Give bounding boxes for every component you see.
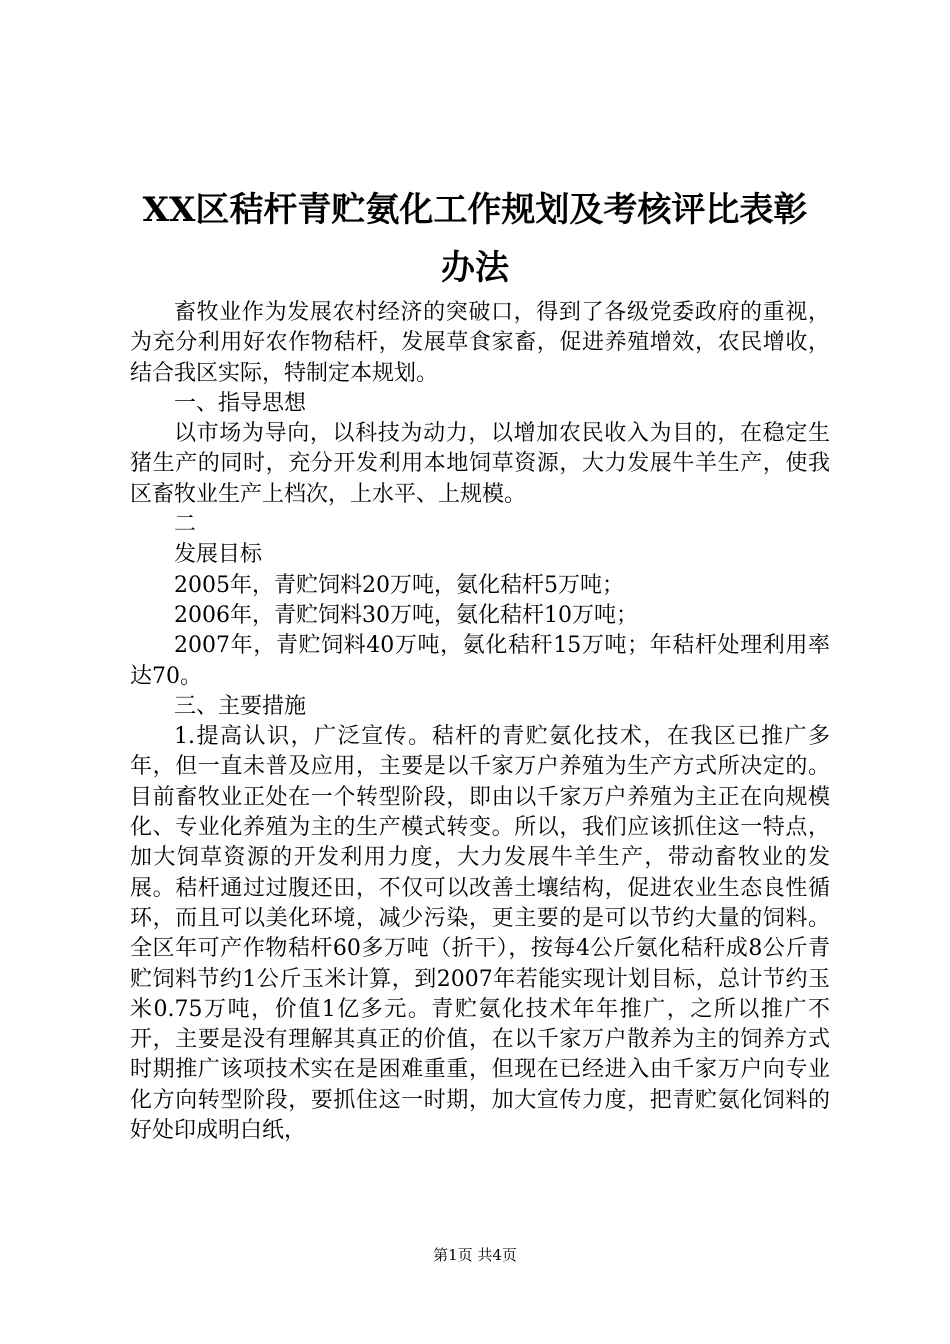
document-body — [130, 298, 830, 1146]
document-title-line-2: 办法 — [441, 248, 509, 288]
page-number-footer: 第1页 共4页 — [433, 1246, 517, 1264]
goal-2005: 2005年，青贮饲料20万吨，氨化秸杆5万吨； — [174, 572, 624, 598]
section-heading-guiding-thought: 一、指导思想 — [174, 390, 307, 416]
section-heading-development-goals: 发展目标 — [174, 542, 263, 568]
goal-2006: 2006年，青贮饲料30万吨，氨化秸杆10万吨； — [174, 602, 638, 628]
measure-1-paragraph: 1.提高认识，广泛宣传。秸杆的青贮氨化技术，在我区已推广多年，但一直未普及应用，主要是以千家万户养殖为生产方式所决定的。目前畜牧业正处在一个转型阶段，即由以千家万户养殖为主正在向规模化、专业化养殖为主的生产模式转变。所以，我们应该抓住这一特点，加大饲草资源的开发利用力度，大力发展牛羊生产，带动畜牧业的发展。秸杆通过过腹还田，不仅可以改善土壤结构，促进农业生态良性循环，而且可以美化环境，减少污染，更主要的是可以节约大量的饲料。全区年可产作物秸杆60多万吨（折干），按每4公斤氨化秸秆成8公斤青贮饲料节约1公斤玉米计算，到2007年若能实现计划目标，总计节约玉米0.75万吨，价值1亿多元。青贮氨化技术年年推广，之所以推广不开，主要是没有理解其真正的价值，在以千家万户散养为主的饲养方式时期推广该项技术实在是困难重重，但现在已经进入由千家万户向专业化方向转型阶段，要抓住这一时期，加大宣传力度，把青贮氨化饲料的好处印成明白纸， — [130, 724, 830, 1144]
guiding-thought-paragraph: 以市场为导向，以科技为动力，以增加农民收入为目的，在稳定生猪生产的同时，充分开发利用本地饲草资源，大力发展牛羊生产，使我区畜牧业生产上档次，上水平、上规模。 — [130, 421, 830, 507]
section-number-two: 二 — [174, 512, 197, 538]
document-title-line-1: XX区秸杆青贮氨化工作规划及考核评比表彰 — [142, 190, 808, 230]
intro-paragraph: 畜牧业作为发展农村经济的突破口，得到了各级党委政府的重视，为充分利用好农作物秸杆，发展草食家畜，促进养殖增效，农民增收，结合我区实际，特制定本规划。 — [130, 300, 830, 386]
section-heading-main-measures: 三、主要措施 — [174, 693, 307, 719]
goal-2007: 2007年，青贮饲料40万吨，氨化秸秆15万吨；年秸杆处理利用率达70。 — [130, 633, 830, 689]
